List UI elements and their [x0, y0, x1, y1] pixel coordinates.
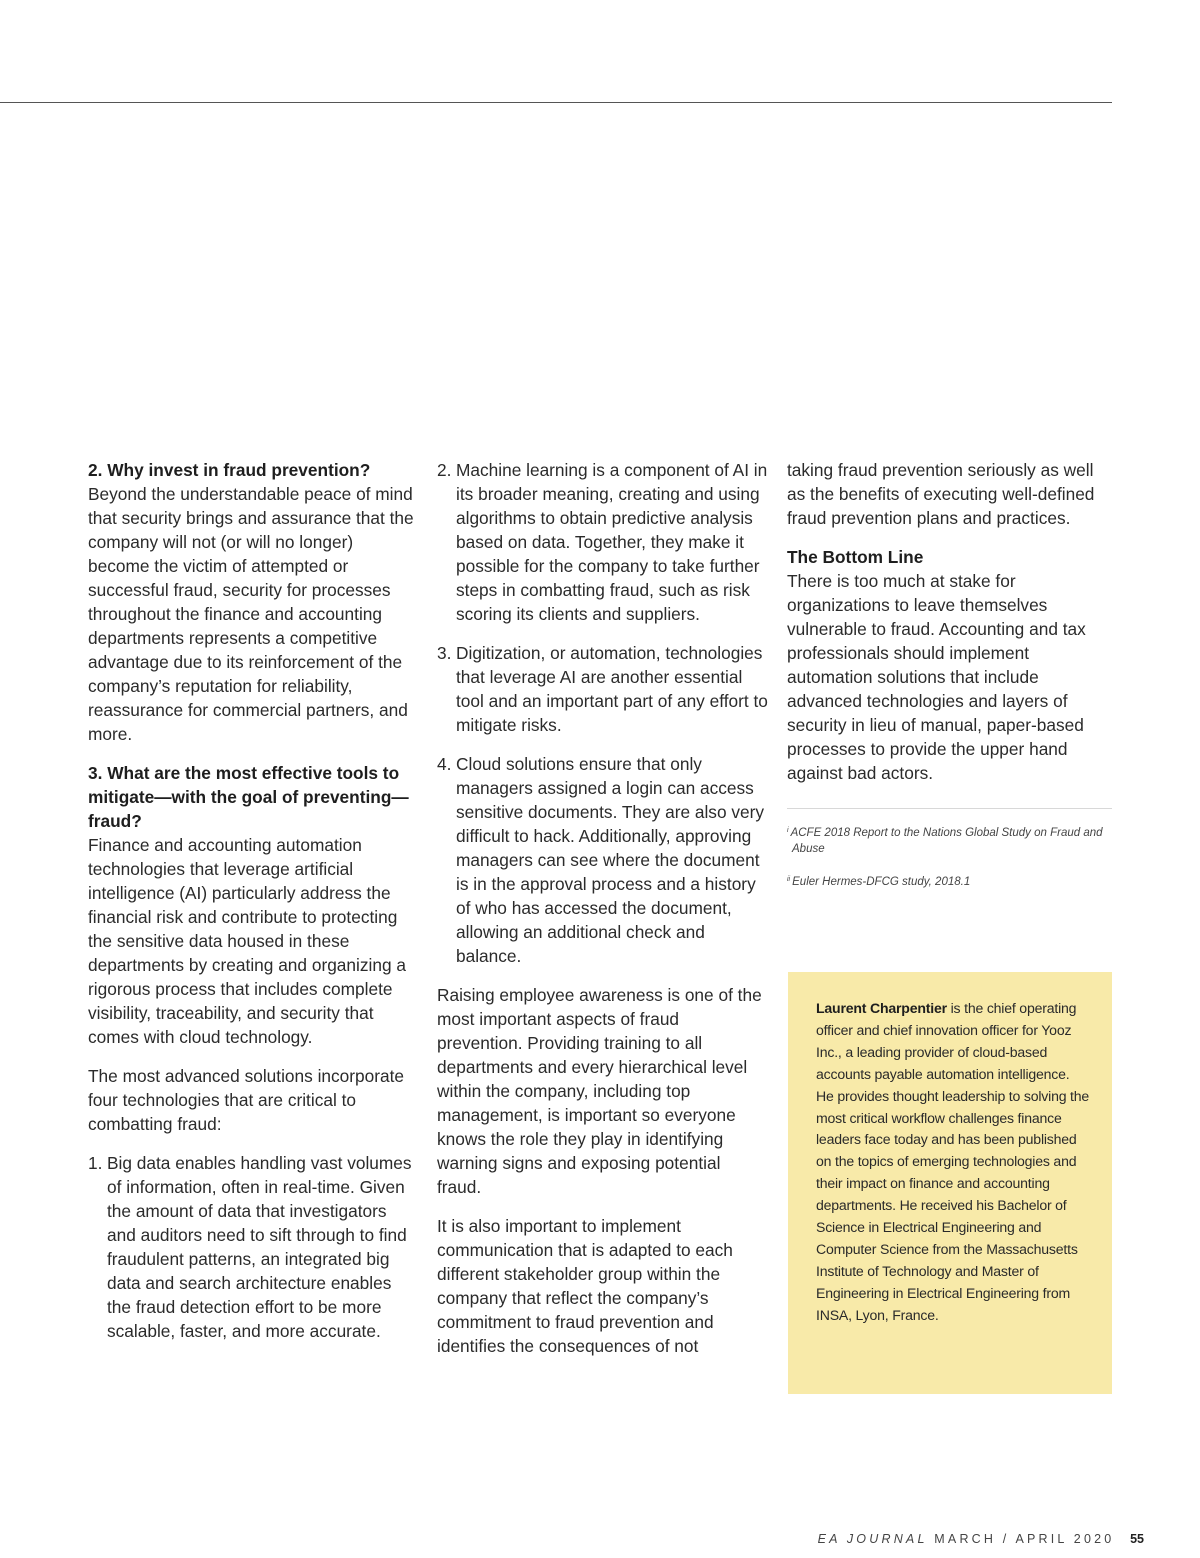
publication-name: EA JOURNAL [817, 1532, 928, 1546]
author-name: Laurent Charpentier [816, 1000, 947, 1016]
continuation-paragraph: taking fraud prevention seriously as well as the benefits of executing well-defined fraud prevention plans and practices. [787, 460, 1095, 528]
article-column-1 [88, 458, 414, 1358]
footnote-1 [787, 823, 1112, 857]
article-column-2 [437, 458, 769, 1373]
q3-body: Finance and accounting automation technologies that leverage artificial intelligence (AI) particularly address the financial risk and contribute to protecting the sensitive data housed in these departments by creating and organizing a rigorous process that includes complete visibility, traceability, and security that comes with cloud technology. [88, 835, 406, 1047]
section-effective-tools [88, 761, 414, 1049]
section-bottom-line [787, 545, 1112, 785]
list-item-text: Cloud solutions ensure that only managers assigned a login can access sensitive documents. They are also very difficult to hack. Additionally, approving managers can see where the document is in the approval process and a history of who has accessed the document, allowing an additional check and balance. [456, 754, 765, 966]
list-item-text: Digitization, or automation, technologies that leverage AI are another essential tool and an important part of any effort to mitigate risks. [456, 643, 768, 735]
intro-paragraph: The most advanced solutions incorporate four technologies that are critical to combatting fraud: [88, 1066, 405, 1134]
footnote-text: Euler Hermes-DFCG study, 2018.1 [792, 876, 971, 888]
q2-body: Beyond the understandable peace of mind that security brings and assurance that the company will not (or will no longer) become the victim of attempted or successful fraud, security for processes throughout the finance and accounting departments represents a competitive advantage due to its reinforcement of the company’s reputation for reliability, reassurance for commercial partners, and more. [88, 484, 414, 744]
q2-heading: 2. Why invest in fraud prevention? [88, 460, 371, 480]
bottom-line-body: There is too much at stake for organizations to leave themselves vulnerable to fraud. Accounting and tax professionals should implement automation solutions that include advanced technologies and layers of security in lieu of manual, paper-based processes to provide the upper hand against bad actors. [787, 571, 1086, 783]
top-divider [0, 102, 1112, 103]
bottom-line-heading: The Bottom Line [787, 547, 924, 567]
page-number: 55 [1130, 1532, 1144, 1546]
list-item-number: 2. [437, 460, 452, 480]
list-item-text: Machine learning is a component of AI in its broader meaning, creating and using algorithms to obtain predictive analysis based on data. Together, they make it possible for the company to take further steps in combatting fraud, such as risk scoring its clients and suppliers. [456, 460, 768, 624]
technology-list-part-1 [88, 1151, 414, 1343]
list-item-digitization [437, 641, 769, 737]
list-item-cloud-solutions [437, 752, 769, 968]
footnote-2 [787, 872, 1112, 890]
list-item-text: Big data enables handling vast volumes of information, often in real-time. Given the amount of data that investigators and auditors need to sift through to find fraudulent patterns, an integrated big data and search architecture enables the fraud detection effort to be more scalable, faster, and more accurate. [107, 1153, 412, 1341]
footnote-text: ACFE 2018 Report to the Nations Global Study on Fraud and Abuse [790, 827, 1103, 855]
footnote-marker: i [787, 827, 789, 834]
list-item-machine-learning [437, 458, 769, 626]
author-bio-box [788, 972, 1112, 1394]
list-item-number: 4. [437, 754, 452, 774]
list-item-number: 1. [88, 1153, 103, 1173]
page-footer [818, 1532, 1144, 1546]
list-item-number: 3. [437, 643, 452, 663]
communication-paragraph: It is also important to implement communication that is adapted to each different stakeholder group within the company that reflect the company’s commitment to fraud prevention and identifies the consequences of not [437, 1216, 733, 1356]
awareness-paragraph: Raising employee awareness is one of the most important aspects of fraud prevention. Providing training to all departments and every hierarchical level within the company, including top management, is important so everyone knows the role they play in identifying warning signs and exposing potential fraud. [437, 985, 762, 1197]
section-why-invest [88, 458, 414, 746]
q3-heading: 3. What are the most effective tools to mitigate—with the goal of preventing—fraud? [88, 763, 409, 831]
footnote-divider [787, 808, 1112, 809]
list-item-big-data [88, 1151, 414, 1343]
article-column-3 [787, 458, 1112, 905]
footnote-marker: ii [787, 876, 791, 883]
issue-date: MARCH / APRIL 2020 [934, 1532, 1115, 1546]
author-bio-text: is the chief operating officer and chief innovation officer for Yooz Inc., a leading provider of cloud-based accounts payable automation intelligence. He provides thought leadership to solving the most critical workflow challenges finance leaders face today and has been published on the topics of emerging technologies and their impact on finance and accounting departments. He received his Bachelor of Science in Electrical Engineering and Computer Science from the Massachusetts Institute of Technology and Master of Engineering in Electrical Engineering from INSA, Lyon, France. [816, 1000, 1090, 1323]
technology-list-part-2 [437, 458, 769, 968]
